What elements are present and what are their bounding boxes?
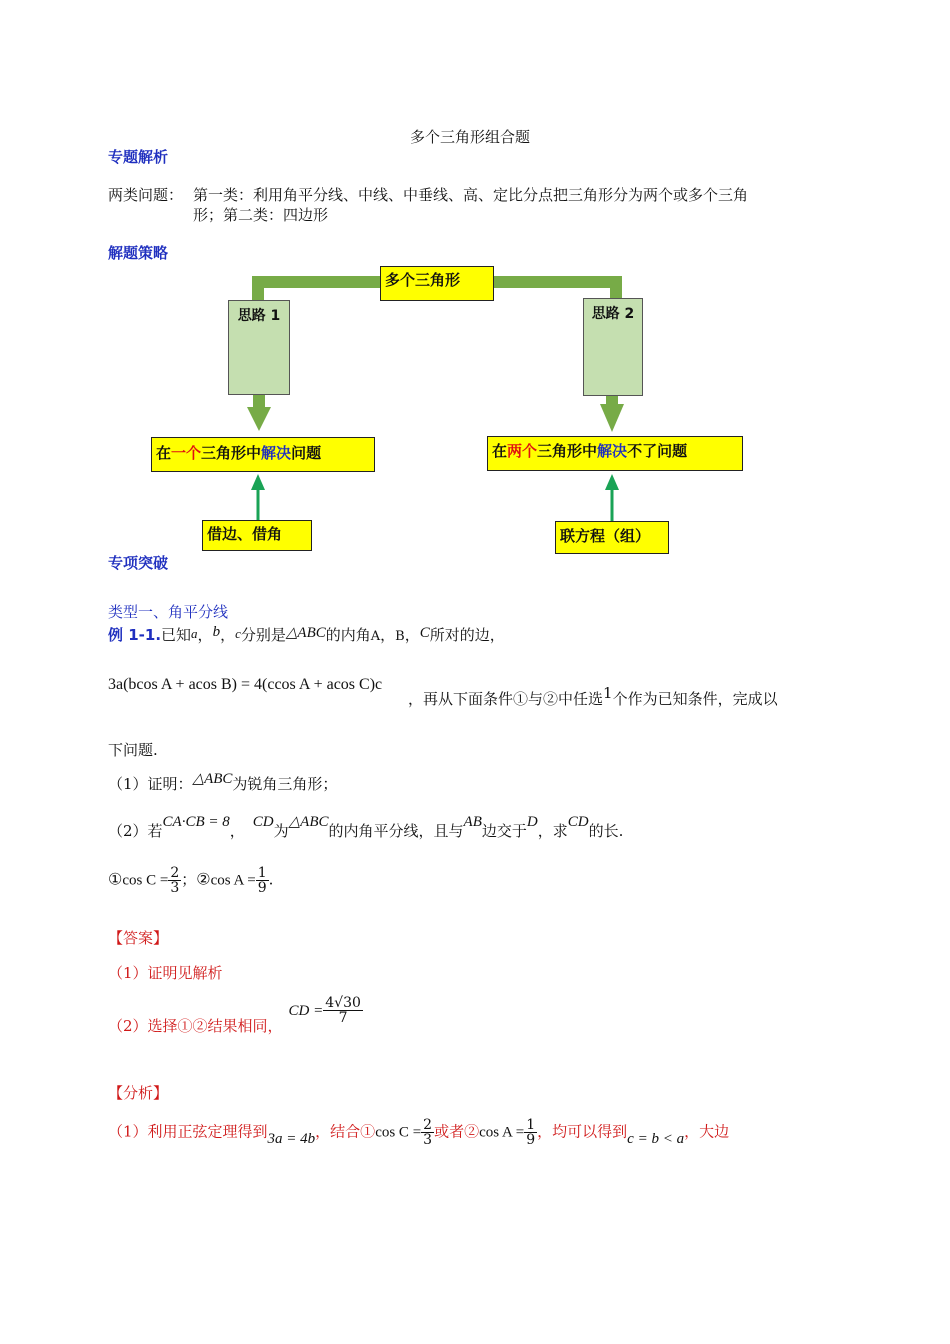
diagram-right-result-box <box>487 436 743 471</box>
analysis-eq2: c = b < a <box>627 1130 685 1147</box>
right-result-text-solve: 解决 <box>597 442 628 460</box>
var-c: c <box>235 626 241 641</box>
q2-ab: AB <box>463 814 482 830</box>
intro-line-2: 形；第二类：四边形 <box>193 206 329 224</box>
bottom-left-label: 借边、借角 <box>207 525 283 543</box>
option-end: . <box>268 870 274 889</box>
option-2-den: 9 <box>257 880 267 896</box>
var-b: b <box>212 624 221 640</box>
section-heading-practice: 专项突破 <box>108 554 169 572</box>
arrow-left-shaft <box>253 395 265 409</box>
q2-triangle: △ABC <box>288 814 329 830</box>
arrow-right-head <box>600 404 624 432</box>
analysis-cosA: cos A = <box>479 1124 525 1141</box>
q1-prefix: （1）证明： <box>108 775 193 793</box>
var-B: B <box>395 629 405 644</box>
diagram-left-result-box <box>151 437 375 472</box>
q2-cd-2: CD <box>567 814 589 830</box>
option-1-num: 2 <box>170 865 180 881</box>
q2-sep: ， <box>229 822 245 840</box>
section-heading-strategy: 解题策略 <box>108 244 169 262</box>
answer-label: 【答案】 <box>108 929 169 947</box>
q2-is: 为 <box>273 822 289 840</box>
left-result-text-c: 三角形中 <box>201 444 262 462</box>
example-opp: 所对的边， <box>429 626 505 644</box>
answer-1: （1）证明见解析 <box>108 964 223 982</box>
condition-a: ，再从下面条件①与②中任选 <box>408 690 604 708</box>
answer-2-fraction <box>323 996 363 1025</box>
sep-2: ， <box>220 626 236 644</box>
analysis-p3: 或者② <box>434 1122 480 1141</box>
answer-2-den: 7 <box>338 1010 348 1026</box>
analysis-p1: （1）利用正弦定理得到 <box>108 1122 268 1141</box>
option-2-fraction <box>256 866 269 895</box>
type-heading: 类型一、角平分线 <box>108 603 229 621</box>
right-result-text-c: 三角形中 <box>537 442 598 460</box>
answer-2-text: （2）选择①②结果相同， <box>108 1016 283 1035</box>
route-2-box <box>583 298 643 396</box>
intro-line-1: 第一类：利用角平分线、中线、中垂线、高、定比分点把三角形分为两个或多个三角 <box>193 186 749 204</box>
sep-4: ， <box>404 626 420 644</box>
connector-left-vertical <box>252 276 264 301</box>
route-1-label: 思路 1 <box>237 308 281 324</box>
condition-b: 个作为已知条件，完成以 <box>612 690 778 708</box>
arrow-left-head <box>247 407 271 431</box>
analysis-cosA-num: 1 <box>526 1117 536 1133</box>
left-result-text-e: 问题 <box>291 444 322 462</box>
bottom-right-label: 联方程（组） <box>560 527 651 545</box>
analysis-line-1 <box>108 1118 729 1147</box>
left-result-text-a: 在 <box>156 444 172 462</box>
condition-text-cont: 下问题. <box>108 741 158 759</box>
sep-3: ， <box>380 626 396 644</box>
option-1-expr: cos C = <box>122 872 169 889</box>
answer-2 <box>108 995 363 1035</box>
question-1 <box>108 773 337 794</box>
q2-prefix: （2）若 <box>108 822 163 840</box>
q2-ask: ，求 <box>537 822 568 840</box>
analysis-cosC-num: 2 <box>423 1117 433 1133</box>
option-1-marker: ① <box>108 869 123 889</box>
analysis-cosA-fraction <box>524 1118 537 1147</box>
analysis-p4: ，均可以得到 <box>537 1122 628 1141</box>
triangle-abc: △ABC <box>285 625 326 641</box>
option-1-den: 3 <box>170 880 180 896</box>
diagram-top-box <box>380 266 494 301</box>
q1-suffix: 为锐角三角形； <box>232 775 338 793</box>
condition-one: 1 <box>603 684 613 702</box>
q2-cd: CD <box>252 814 274 830</box>
var-C: C <box>419 625 430 641</box>
equation: 3a(bcos A + acos B) = 4(ccos A + acos C)c <box>108 676 383 693</box>
analysis-cosC: cos C = <box>375 1124 422 1141</box>
analysis-p5: ，大边 <box>684 1122 730 1141</box>
option-1-fraction <box>168 866 181 895</box>
condition-text <box>408 684 778 709</box>
option-2-num: 1 <box>257 865 267 881</box>
analysis-cosC-den: 3 <box>423 1132 433 1148</box>
question-2 <box>108 814 624 841</box>
connector-right-horizontal <box>494 276 622 288</box>
sep-1: ， <box>197 626 213 644</box>
connector-left-horizontal <box>252 276 382 288</box>
right-result-text-e: 不了问题 <box>627 442 688 460</box>
q2-mid: 的内角平分线，且与 <box>328 822 464 840</box>
diagram-top-label: 多个三角形 <box>385 271 461 289</box>
options-line <box>108 866 273 895</box>
page-title: 多个三角形组合题 <box>410 128 531 146</box>
analysis-cosC-fraction <box>421 1118 434 1147</box>
right-result-text-a: 在 <box>492 442 508 460</box>
answer-2-num: 4√30 <box>325 995 361 1011</box>
arrow-up-left-head <box>251 474 265 490</box>
example-known: 已知 <box>161 626 192 644</box>
diagram-bottom-left-box <box>202 520 312 551</box>
arrow-up-right-head <box>605 474 619 490</box>
route-2-label: 思路 2 <box>591 306 635 322</box>
example-inner: 的内角 <box>325 626 371 644</box>
option-2-marker: ② <box>196 869 211 889</box>
diagram-bottom-right-box <box>555 521 669 554</box>
example-resp: 分别是 <box>240 626 286 644</box>
option-2-expr: cos A = <box>210 872 256 889</box>
var-a: a <box>191 626 198 641</box>
option-sep: ； <box>181 870 197 889</box>
q2-len: 的长. <box>588 822 624 840</box>
analysis-eq1: 3a = 4b <box>267 1130 316 1147</box>
intro-label: 两类问题： <box>108 186 184 204</box>
analysis-cosA-den: 9 <box>526 1132 536 1148</box>
analysis-p2: ，结合① <box>315 1122 376 1141</box>
q2-dot-product: CA·CB = 8 <box>162 814 230 830</box>
example-label: 例 1-1. <box>108 626 162 644</box>
q1-triangle: △ABC <box>192 771 233 787</box>
left-result-text-one: 一个 <box>171 444 202 462</box>
q2-meet: 边交于 <box>481 822 527 840</box>
left-result-text-solve: 解决 <box>261 444 292 462</box>
example-line-1 <box>108 624 505 645</box>
route-1-box <box>228 300 290 395</box>
var-A: A <box>370 629 381 644</box>
answer-2-expr: CD = <box>288 1002 324 1019</box>
section-heading-analysis: 专题解析 <box>108 148 169 166</box>
q2-d: D <box>526 814 538 830</box>
analysis-label: 【分析】 <box>108 1084 169 1102</box>
right-result-text-two: 两个 <box>507 442 538 460</box>
